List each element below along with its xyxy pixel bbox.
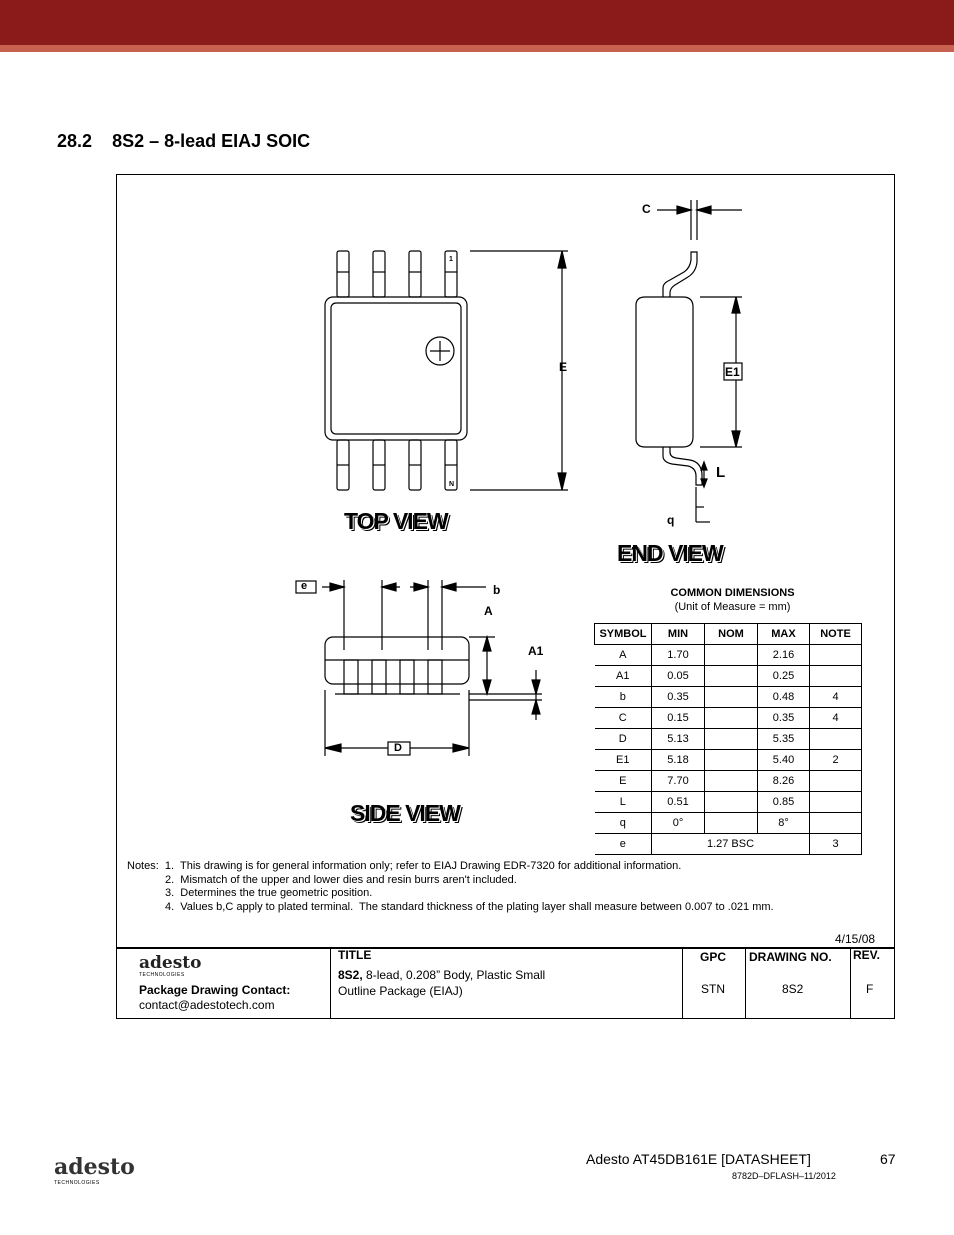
note-2: 2. Mismatch of the upper and lower dies and resin burrs aren't included. bbox=[165, 873, 517, 886]
cell-max: 0.35 bbox=[758, 708, 810, 729]
side-leads bbox=[335, 660, 460, 694]
cell-note bbox=[810, 645, 862, 666]
title-block-divider bbox=[745, 948, 746, 1019]
header-min: MIN bbox=[652, 624, 705, 645]
cell-nom bbox=[705, 687, 758, 708]
cell-min: 1.70 bbox=[652, 645, 705, 666]
title-block-divider bbox=[682, 948, 683, 1019]
table-header-row bbox=[595, 624, 862, 645]
title-block-top-line bbox=[116, 947, 895, 949]
footer-doc-title: Adesto AT45DB161E [DATASHEET] bbox=[586, 1151, 811, 1167]
label-pinN: N bbox=[449, 481, 455, 488]
cell-symbol: A bbox=[595, 645, 652, 666]
section-heading: 8S2 – 8-lead EIAJ SOIC bbox=[112, 131, 311, 151]
cell-note bbox=[810, 771, 862, 792]
cell-max: 0.85 bbox=[758, 792, 810, 813]
table-row bbox=[595, 645, 862, 666]
top-view-inner-body bbox=[331, 303, 461, 434]
cell-min: 5.18 bbox=[652, 750, 705, 771]
table-row bbox=[595, 729, 862, 750]
drawing-date: 4/15/08 bbox=[835, 932, 876, 946]
footer-doc-code: 8782D–DFLASH–11/2012 bbox=[732, 1171, 836, 1181]
table-row bbox=[595, 834, 862, 855]
table-row bbox=[595, 708, 862, 729]
label-E1: E1 bbox=[725, 365, 740, 379]
note-3: 3. Determines the true geometric position. bbox=[165, 887, 373, 899]
footer-logo-sub: TECHNOLOGIES bbox=[54, 1180, 100, 1186]
gpc-label: GPC bbox=[700, 950, 727, 964]
top-view-label: TOP VIEW bbox=[344, 508, 448, 534]
label-q: q bbox=[667, 513, 675, 527]
end-view-body bbox=[636, 297, 693, 447]
label-A1: A1 bbox=[528, 644, 544, 658]
dimensions-table bbox=[594, 623, 862, 855]
top-leads bbox=[337, 251, 457, 297]
cell-nom bbox=[705, 708, 758, 729]
common-dimensions-title: COMMON DIMENSIONS bbox=[670, 587, 795, 599]
title-block-logo: adesto bbox=[139, 953, 202, 973]
table-row bbox=[595, 750, 862, 771]
note-4: 4. Values b,C apply to plated terminal. The standard thickness of the plating layer shall measure between 0.007 to .021 mm. bbox=[165, 900, 774, 913]
label-D: D bbox=[394, 742, 402, 754]
cell-nom bbox=[705, 813, 758, 834]
cell-max: 0.48 bbox=[758, 687, 810, 708]
rev-value: F bbox=[866, 982, 874, 996]
cell-min: 0.51 bbox=[652, 792, 705, 813]
cell-note: 4 bbox=[810, 687, 862, 708]
label-L: L bbox=[716, 464, 726, 481]
cell-value: 1.27 BSC bbox=[652, 834, 810, 855]
common-dimensions-heading bbox=[600, 587, 865, 613]
cell-symbol: L bbox=[595, 792, 652, 813]
cell-min: 0.05 bbox=[652, 666, 705, 687]
cell-symbol: E bbox=[595, 771, 652, 792]
title-label: TITLE bbox=[338, 948, 372, 962]
gpc-value: STN bbox=[701, 982, 725, 996]
cell-max: 5.35 bbox=[758, 729, 810, 750]
cell-note: 2 bbox=[810, 750, 862, 771]
table-row bbox=[595, 813, 862, 834]
cell-note bbox=[810, 813, 862, 834]
cell-nom bbox=[705, 729, 758, 750]
contact-label: Package Drawing Contact: bbox=[139, 983, 291, 997]
cell-note bbox=[810, 729, 862, 750]
cell-min: 0.15 bbox=[652, 708, 705, 729]
cell-symbol: q bbox=[595, 813, 652, 834]
drawing-no-value: 8S2 bbox=[782, 982, 804, 996]
cell-note: 3 bbox=[810, 834, 862, 855]
cell-symbol: A1 bbox=[595, 666, 652, 687]
label-A: A bbox=[484, 604, 493, 618]
label-b: b bbox=[493, 583, 501, 597]
bottom-leads bbox=[337, 440, 457, 490]
cell-nom bbox=[705, 792, 758, 813]
cell-min: 7.70 bbox=[652, 771, 705, 792]
header-max: MAX bbox=[758, 624, 810, 645]
contact-email: contact@adestotech.com bbox=[139, 998, 275, 1012]
cell-note: 4 bbox=[810, 708, 862, 729]
cell-note bbox=[810, 666, 862, 687]
footer-logo: adesto bbox=[54, 1154, 135, 1180]
top-view-body bbox=[325, 297, 467, 440]
header-nom: NOM bbox=[705, 624, 758, 645]
cell-min: 5.13 bbox=[652, 729, 705, 750]
header-symbol: SYMBOL bbox=[595, 624, 652, 645]
title-block-logo-sub: TECHNOLOGIES bbox=[139, 972, 185, 978]
cell-symbol: b bbox=[595, 687, 652, 708]
note-1: Notes: 1. This drawing is for general information only; refer to EIAJ Drawing EDR-7320 for additional information. bbox=[127, 860, 682, 872]
side-view-label: SIDE VIEW bbox=[350, 800, 460, 826]
cell-symbol: E1 bbox=[595, 750, 652, 771]
drawing-no-label: DRAWING NO. bbox=[749, 950, 832, 964]
label-e: e bbox=[301, 580, 308, 592]
cell-min: 0° bbox=[652, 813, 705, 834]
cell-note bbox=[810, 792, 862, 813]
label-pin1: 1 bbox=[449, 256, 453, 263]
cell-symbol: e bbox=[595, 834, 652, 855]
title-block-divider bbox=[330, 948, 331, 1019]
cell-nom bbox=[705, 666, 758, 687]
cell-nom bbox=[705, 750, 758, 771]
label-E: E bbox=[559, 360, 568, 374]
notes-block bbox=[127, 860, 774, 914]
footer-page-number: 67 bbox=[880, 1151, 896, 1167]
cell-symbol: D bbox=[595, 729, 652, 750]
rev-label: REV. bbox=[853, 948, 880, 962]
notes-prefix: Notes: bbox=[127, 860, 159, 872]
cell-max: 2.16 bbox=[758, 645, 810, 666]
table-row bbox=[595, 792, 862, 813]
cell-symbol: C bbox=[595, 708, 652, 729]
table-row bbox=[595, 666, 862, 687]
label-C: C bbox=[642, 202, 651, 216]
cell-min: 0.35 bbox=[652, 687, 705, 708]
common-dimensions-subtitle: (Unit of Measure = mm) bbox=[674, 601, 791, 613]
cell-max: 0.25 bbox=[758, 666, 810, 687]
table-row bbox=[595, 771, 862, 792]
cell-max: 8.26 bbox=[758, 771, 810, 792]
title-line-2: Outline Package (EIAJ) bbox=[338, 984, 463, 998]
cell-max: 5.40 bbox=[758, 750, 810, 771]
cell-nom bbox=[705, 771, 758, 792]
title-block-divider bbox=[850, 948, 851, 1019]
table-row bbox=[595, 687, 862, 708]
header-note: NOTE bbox=[810, 624, 862, 645]
end-view-label: END VIEW bbox=[617, 540, 723, 566]
cell-nom bbox=[705, 645, 758, 666]
section-number: 28.2 bbox=[57, 131, 93, 151]
title-line-1: 8S2, 8-lead, 0.208” Body, Plastic Small bbox=[338, 968, 546, 982]
cell-max: 8° bbox=[758, 813, 810, 834]
